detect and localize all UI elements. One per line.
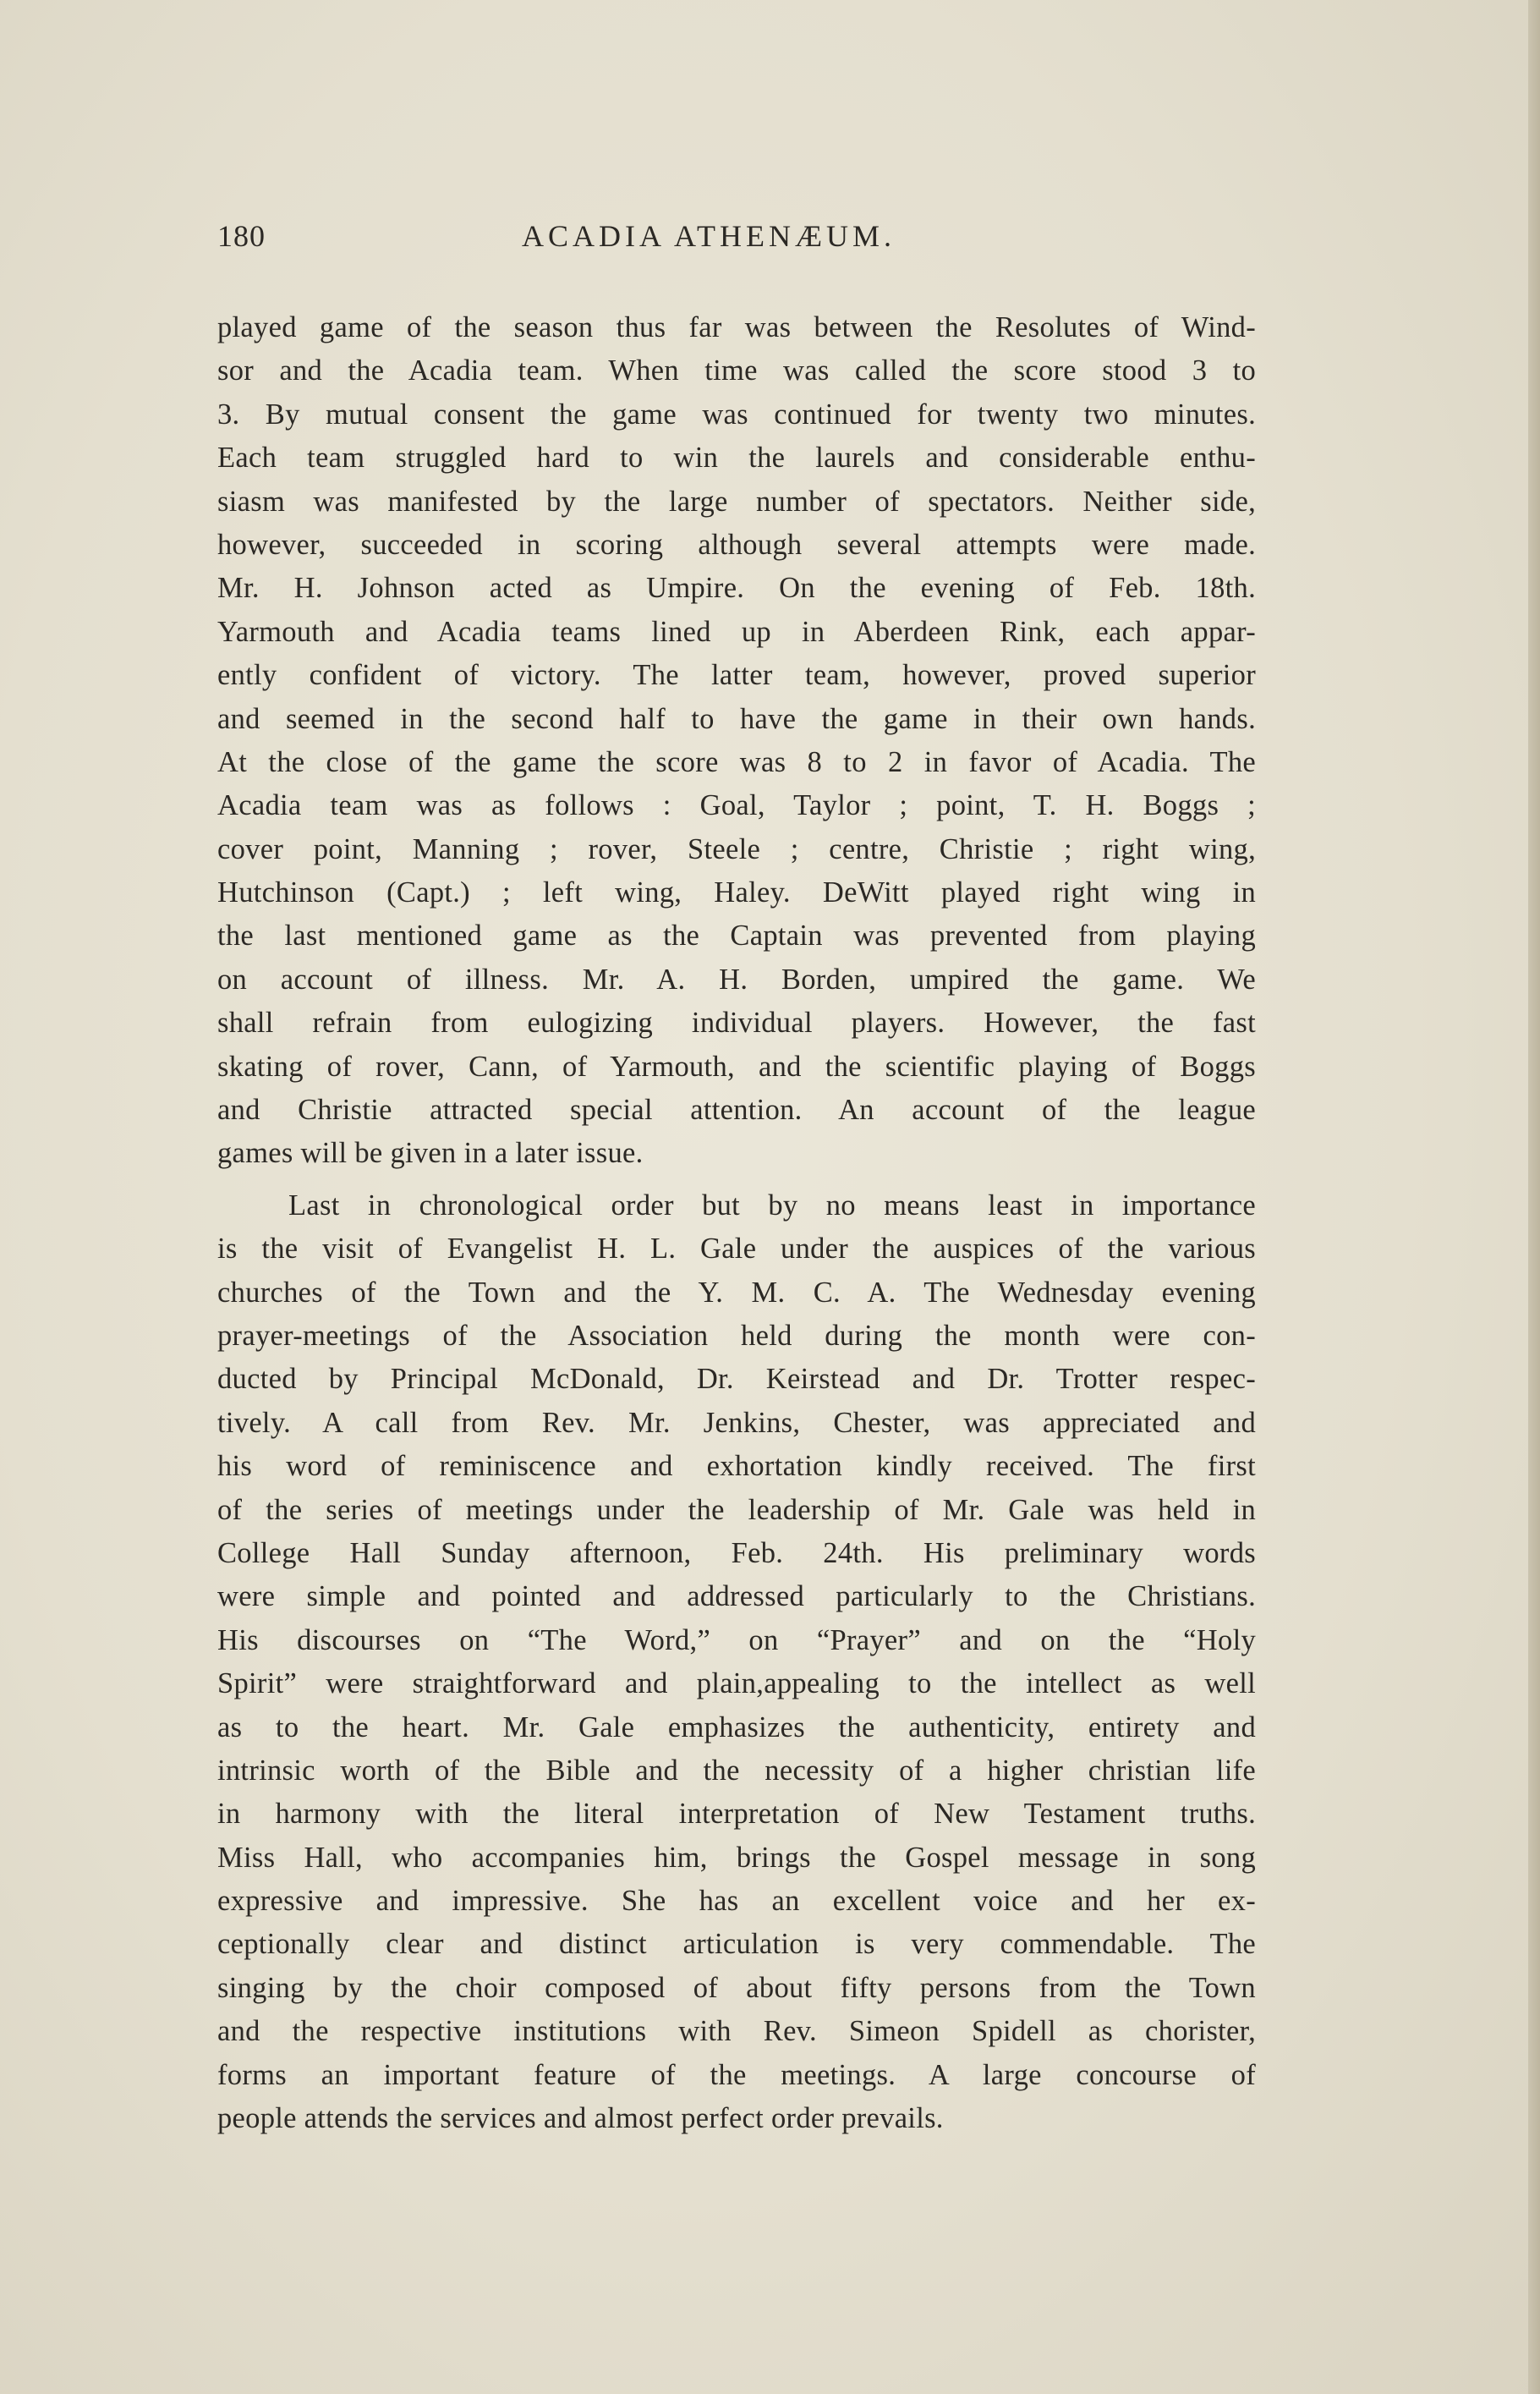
text-line: the last mentioned game as the Captain was prevented from playing: [217, 920, 1256, 953]
running-title: ACADIA ATHENÆUM.: [522, 219, 896, 253]
text-line: singing by the choir composed of about fifty persons from the Town: [217, 1971, 1256, 2004]
text-line: Mr. H. Johnson acted as Umpire. On the evening of Feb. 18th.: [217, 572, 1256, 605]
text-line: ducted by Principal McDonald, Dr. Keirstead and Dr. Trotter respec-: [217, 1363, 1256, 1396]
text-line: churches of the Town and the Y. M. C. A. The Wednesday evening: [217, 1276, 1256, 1309]
text-line: people attends the services and almost perfect order prevails.: [217, 2102, 944, 2135]
text-line: Miss Hall, who accompanies him, brings the Gospel message in song: [217, 1841, 1256, 1874]
text-line: and Christie attracted special attention. An account of the league: [217, 1094, 1256, 1127]
text-line: as to the heart. Mr. Gale emphasizes the authenticity, entirety and: [217, 1710, 1256, 1743]
text-line: were simple and pointed and addressed particularly to the Christians.: [217, 1580, 1256, 1613]
text-line: cover point, Manning ; rover, Steele ; centre, Christie ; right wing,: [217, 832, 1256, 865]
text-line: At the close of the game the score was 8 to 2 in favor of Acadia. The: [217, 745, 1256, 778]
text-line: Each team struggled hard to win the laurels and considerable enthu-: [217, 442, 1256, 475]
text-line: ceptionally clear and distinct articulation is very commendable. The: [217, 1928, 1256, 1961]
text-line: forms an important feature of the meetings. A large concourse of: [217, 2058, 1256, 2091]
text-line: played game of the season thus far was between the Resolutes of Wind-: [217, 311, 1256, 343]
page-edge: [1528, 0, 1540, 2394]
paragraph-2: [217, 1184, 1256, 2141]
text-line: 3. By mutual consent the game was continued for twenty two minutes.: [217, 398, 1256, 431]
text-line: intrinsic worth of the Bible and the necessity of a higher christian life: [217, 1754, 1256, 1787]
text-line: Spirit” were straightforward and plain,appealing to the intellect as well: [217, 1667, 1256, 1700]
article-body: [217, 306, 1256, 2140]
text-line: prayer-meetings of the Association held during the month were con-: [217, 1319, 1256, 1352]
text-line: Yarmouth and Acadia teams lined up in Aberdeen Rink, each appar-: [217, 615, 1256, 648]
text-line: however, succeeded in scoring although several attempts were made.: [217, 528, 1256, 561]
text-line: skating of rover, Cann, of Yarmouth, and the scientific playing of Boggs: [217, 1050, 1256, 1083]
text-line: games will be given in a later issue.: [217, 1137, 644, 1170]
text-line: of the series of meetings under the leadership of Mr. Gale was held in: [217, 1493, 1256, 1526]
text-line: and seemed in the second half to have the game in their own hands.: [217, 702, 1256, 735]
text-line: College Hall Sunday afternoon, Feb. 24th. His preliminary words: [217, 1536, 1256, 1569]
text-line: his word of reminiscence and exhortation kindly received. The first: [217, 1450, 1256, 1483]
paragraph-1: [217, 306, 1256, 1176]
page-header: [217, 218, 1308, 266]
text-line: siasm was manifested by the large number of spectators. Neither side,: [217, 485, 1256, 518]
text-line: and the respective institutions with Rev. Simeon Spidell as chorister,: [217, 2015, 1256, 2048]
text-line: sor and the Acadia team. When time was called the score stood 3 to: [217, 354, 1256, 387]
page-number: 180: [217, 219, 266, 253]
text-line: shall refrain from eulogizing individual players. However, the fast: [217, 1007, 1256, 1040]
text-line: Hutchinson (Capt.) ; left wing, Haley. DeWitt played right wing in: [217, 876, 1256, 909]
text-line: in harmony with the literal interpretation of New Testament truths.: [217, 1798, 1256, 1831]
text-line: on account of illness. Mr. A. H. Borden, umpired the game. We: [217, 963, 1256, 996]
text-line: Acadia team was as follows : Goal, Taylor ; point, T. H. Boggs ;: [217, 789, 1256, 822]
text-line: expressive and impressive. She has an excellent voice and her ex-: [217, 1885, 1256, 1918]
text-line: is the visit of Evangelist H. L. Gale under the auspices of the various: [217, 1233, 1256, 1266]
text-line: tively. A call from Rev. Mr. Jenkins, Chester, was appreciated and: [217, 1406, 1256, 1439]
text-line: His discourses on “The Word,” on “Prayer” and on the “Holy: [217, 1623, 1256, 1656]
text-line: ently confident of victory. The latter team, however, proved superior: [217, 659, 1256, 692]
text-line: Last in chronological order but by no means least in importance: [288, 1189, 1256, 1222]
